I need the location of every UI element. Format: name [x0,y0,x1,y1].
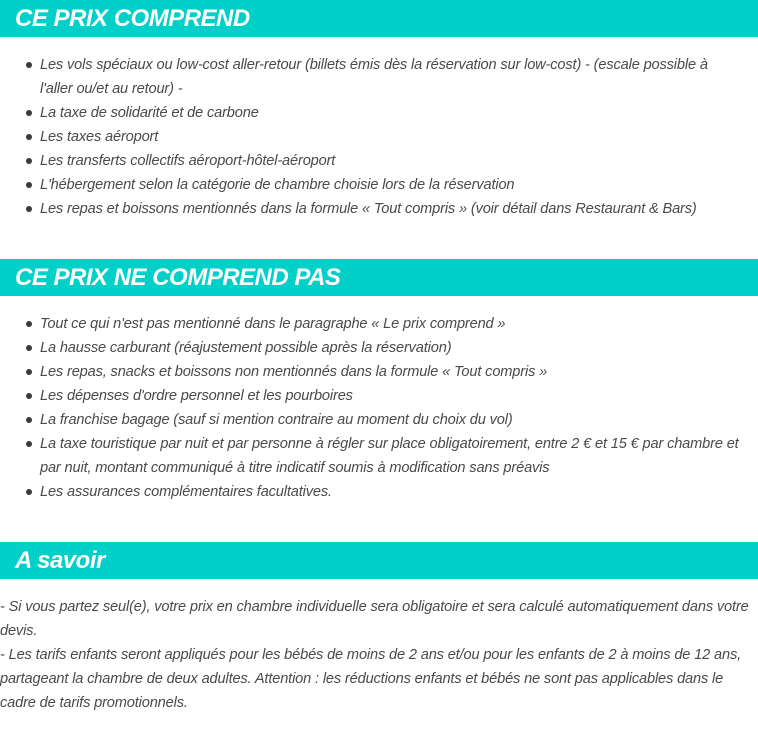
info-paragraph: - Si vous partez seul(e), votre prix en chambre individuelle sera obligatoire et sera calculé automatiquement dans votre devis. [0,599,749,639]
bullet-icon [26,489,32,495]
bullet-icon [26,321,32,327]
list-item-text: L'hébergement selon la catégorie de chambre choisie lors de la réservation [40,177,515,193]
list-item-text: La taxe touristique par nuit et par personne à régler sur place obligatoirement, entre 2 € et 15 € par chambre et par nuit, montant communiqué à titre indicatif soumis à modification sans préavis [40,436,739,476]
excluded-list [0,312,758,504]
list-item [0,336,758,360]
section-title-a-savoir: A savoir [0,542,758,579]
bullet-icon [26,110,32,116]
bullet-icon [26,345,32,351]
bullet-icon [26,182,32,188]
a-savoir-body [0,595,758,715]
list-item [0,480,758,504]
list-item-text: Les dépenses d'ordre personnel et les pourboires [40,388,353,404]
list-item [0,432,758,480]
section-title-ce-prix-comprend: CE PRIX COMPREND [0,0,758,37]
list-item-text: Les transferts collectifs aéroport-hôtel-aéroport [40,153,336,169]
list-item-text: Les assurances complémentaires facultatives. [40,484,332,500]
bullet-icon [26,369,32,375]
bullet-icon [26,393,32,399]
list-item [0,408,758,432]
list-item-text: Les taxes aéroport [40,129,159,145]
list-item [0,173,758,197]
bullet-icon [26,62,32,68]
list-item [0,384,758,408]
list-item [0,101,758,125]
list-item [0,53,758,101]
list-item-text: La hausse carburant (réajustement possible après la réservation) [40,340,452,356]
bullet-icon [26,441,32,447]
list-item-text: Les vols spéciaux ou low-cost aller-retour (billets émis dès la réservation sur low-cost) - (escale possible à l'aller ou/et au retour) - [40,57,708,97]
list-item-text: La franchise bagage (sauf si mention contraire au moment du choix du vol) [40,412,513,428]
list-item [0,149,758,173]
list-item [0,125,758,149]
list-item-text: Les repas, snacks et boissons non mentionnés dans la formule « Tout compris » [40,364,548,380]
list-item-text: La taxe de solidarité et de carbone [40,105,259,121]
list-item [0,197,758,221]
bullet-icon [26,206,32,212]
list-item-text: Tout ce qui n'est pas mentionné dans le paragraphe « Le prix comprend » [40,316,506,332]
bullet-icon [26,158,32,164]
list-item-text: Les repas et boissons mentionnés dans la formule « Tout compris » (voir détail dans Restaurant & Bars) [40,201,697,217]
bullet-icon [26,417,32,423]
list-item [0,360,758,384]
section-title-ce-prix-ne-comprend-pas: CE PRIX NE COMPREND PAS [0,259,758,296]
bullet-icon [26,134,32,140]
included-list [0,53,758,221]
info-paragraph: - Les tarifs enfants seront appliqués pour les bébés de moins de 2 ans et/ou pour les enfants de 2 à moins de 12 ans, partageant la chambre de deux adultes. Attention : les réductions enfants et bébés ne sont pas applicables dans le cadre de tarifs promotionnels. [0,647,741,711]
list-item [0,312,758,336]
